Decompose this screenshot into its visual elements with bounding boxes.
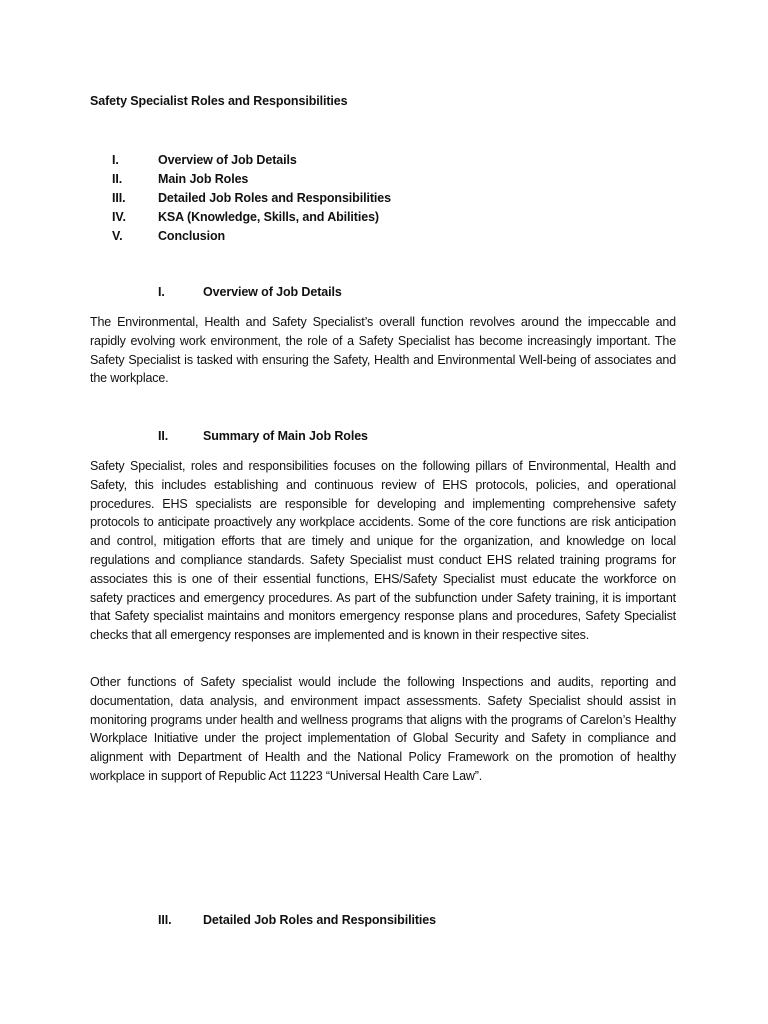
- section-number: I.: [158, 285, 165, 299]
- toc-item: [112, 189, 391, 208]
- toc-item: [112, 151, 391, 170]
- toc-item-label: Conclusion: [158, 229, 226, 243]
- toc-item-number: II.: [112, 172, 123, 186]
- section-title: Overview of Job Details: [203, 285, 342, 299]
- toc-item-label: KSA (Knowledge, Skills, and Abilities): [158, 210, 379, 224]
- overview-paragraph: The Environmental, Health and Safety Specialist’s overall function revolves around the impeccable and rapidly evolving work environment, the role of a Safety Specialist has become increasingly important. The Safety Specialist is tasked with ensuring the Safety, Health and Environmental Well-being of associates and the workplace.: [90, 315, 676, 386]
- toc-item-label: Main Job Roles: [158, 172, 249, 186]
- main-roles-paragraph-2: Other functions of Safety specialist would include the following Inspections and audits, reporting and documentation, data analysis, and environment impact assessments. Safety Specialist should assist in monitoring programs under health and wellness programs that aligns with the programs of Carelon’s Healthy Workplace Initiative under the project implementation of Global Security and Safety in compliance and alignment with Department of Health and the National Policy Framework on the promotion of healthy workplace in support of Republic Act 11223 “Universal Health Care Law”.: [90, 675, 676, 783]
- table-of-contents: [112, 151, 391, 246]
- toc-item: [112, 170, 391, 189]
- section-title: Summary of Main Job Roles: [203, 429, 368, 443]
- toc-item-label: Detailed Job Roles and Responsibilities: [158, 191, 391, 205]
- toc-item: [112, 208, 391, 227]
- toc-item-number: I.: [112, 153, 119, 167]
- toc-item-label: Overview of Job Details: [158, 153, 297, 167]
- section-heading-main-roles: [158, 429, 368, 443]
- main-roles-paragraph-1: Safety Specialist, roles and responsibilities focuses on the following pillars of Environmental, Health and Safety, this includes establishing and continuous review of EHS protocols, policies, and operational procedures. EHS specialists are responsible for developing and implementing comprehensive safety protocols to anticipate proactively any workplace accidents. Some of the core functions are risk anticipation and control, mitigation efforts that are timely and unique for the organization, and knowledge on local regulations and compliance standards. Safety Specialist must conduct EHS related training programs for associates this is one of their essential functions, EHS/Safety Specialist must educate the workforce on safety practices and emergency procedures. As part of the subfunction under Safety training, it is important that Safety specialist maintains and monitors emergency response plans and procedures, Safety Specialist checks that all emergency responses are implemented and is known in their respective sites.: [90, 459, 676, 643]
- section-title: Detailed Job Roles and Responsibilities: [203, 913, 436, 927]
- section-heading-detailed-roles: [158, 913, 436, 927]
- toc-item-number: III.: [112, 191, 126, 205]
- section-number: III.: [158, 913, 172, 927]
- toc-item-number: V.: [112, 229, 123, 243]
- document-title: Safety Specialist Roles and Responsibilities: [90, 94, 348, 108]
- section-heading-overview: [158, 285, 342, 299]
- toc-item: [112, 227, 391, 246]
- toc-item-number: IV.: [112, 210, 126, 224]
- section-number: II.: [158, 429, 169, 443]
